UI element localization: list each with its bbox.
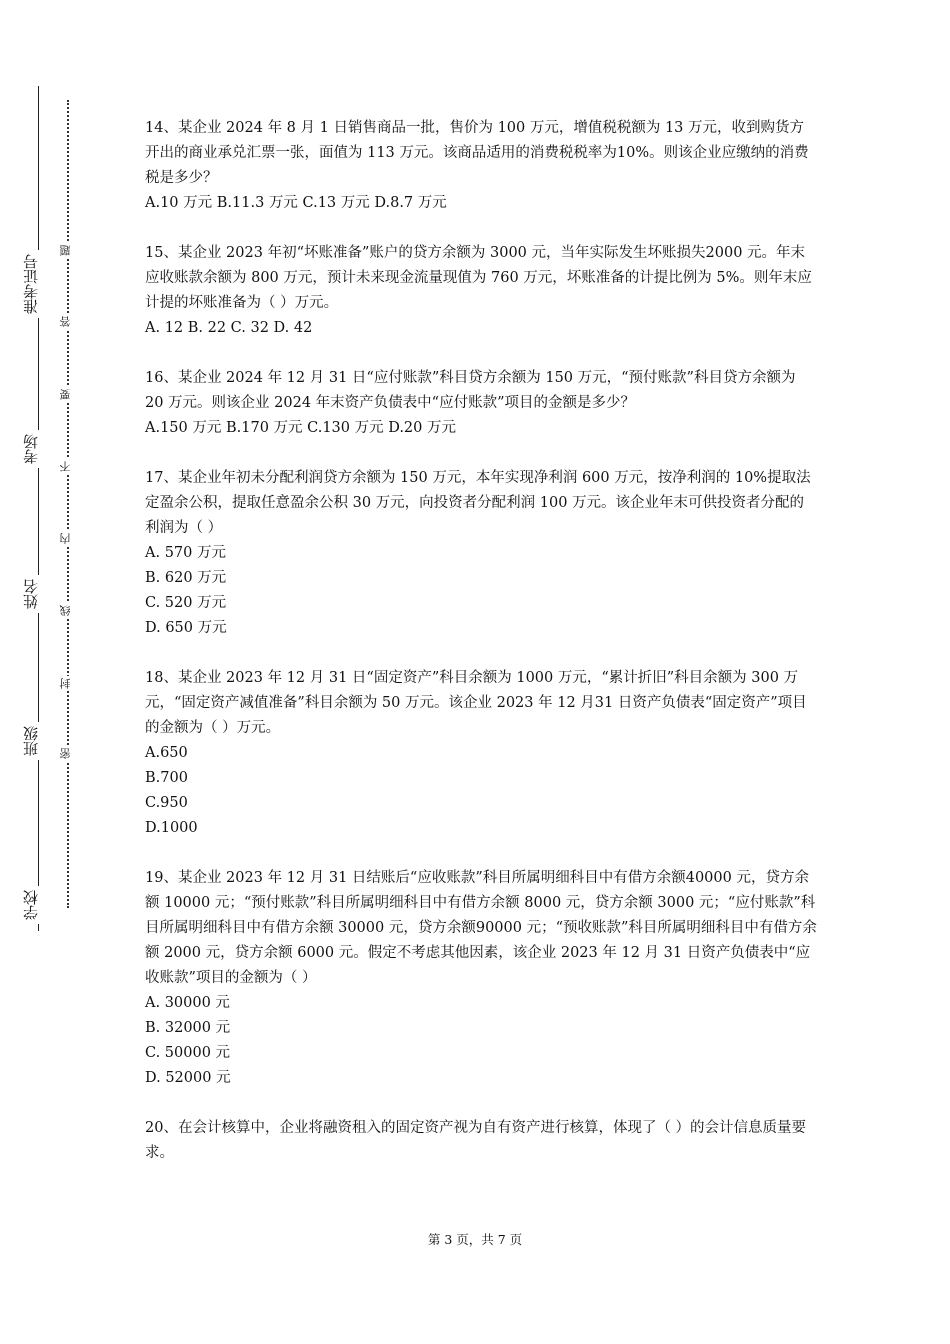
school-label: 学校 bbox=[24, 886, 39, 924]
question-options: A.10 万元 B.11.3 万元 C.13 万元 D.8.7 万元 bbox=[145, 195, 447, 211]
option-a: A. 30000 元 bbox=[145, 995, 230, 1011]
exam-number-label: 准考证号 bbox=[24, 250, 39, 318]
question-stem: 16、某企业 2024 年 12 月 31 日“应付账款”科目贷方余额为 150 万元，“预付账款”科目贷方余额为 20 万元。则该企业 2024 年末资产负债表中“应付账款”项目的金额是多少？ bbox=[145, 370, 796, 411]
question-19 bbox=[145, 866, 817, 1091]
exam-room-label: 考场 bbox=[24, 430, 39, 468]
class-label: 班级 bbox=[24, 722, 39, 760]
question-18 bbox=[145, 666, 817, 841]
binding-line-solid bbox=[38, 86, 39, 931]
question-16 bbox=[145, 366, 817, 441]
question-stem: 15、某企业 2023 年初“坏账准备”账户的贷方余额为 3000 元，当年实际发生坏账损失2000 元。年末应收账款余额为 800 万元，预计未来现金流量现值为 760 万元，坏账准备的计提比例为 5%。则年末应计提的坏账准备为（ ）万元。 bbox=[145, 245, 812, 311]
page-footer: 第 3 页，共 7 页 bbox=[427, 1232, 523, 1247]
option-b: B.700 bbox=[145, 770, 188, 786]
seal-char: 要 bbox=[59, 389, 72, 400]
question-stem: 17、某企业年初未分配利润贷方余额为 150 万元，本年实现净利润 600 万元，按净利润的 10%提取法定盈余公积，提取任意盈余公积 30 万元，向投资者分配利润 100 万元。该企业年末可供投资者分配的利润为（ ） bbox=[145, 470, 811, 536]
option-c: C. 50000 元 bbox=[145, 1045, 231, 1061]
option-d: D.1000 bbox=[145, 820, 198, 836]
question-list bbox=[145, 116, 817, 1166]
option-d: D. 650 万元 bbox=[145, 620, 227, 636]
question-14 bbox=[145, 116, 817, 216]
name-label: 姓名 bbox=[24, 575, 39, 613]
question-stem: 18、某企业 2023 年 12 月 31 日“固定资产”科目余额为 1000 万元，“累计折旧”科目余额为 300 万元，“固定资产减值准备”科目余额为 50 万元。该企业 2023 年 12 月31 日资产负债表“固定资产”项目的金额为（ ）万元。 bbox=[145, 670, 807, 736]
question-options: A. 12 B. 22 C. 32 D. 42 bbox=[145, 320, 313, 336]
seal-char: 题 bbox=[59, 245, 72, 256]
option-a: A. 570 万元 bbox=[145, 545, 226, 561]
question-17 bbox=[145, 466, 817, 641]
question-stem: 19、某企业 2023 年 12 月 31 日结账后“应收账款”科目所属明细科目中有借方余额40000 元，贷方余额 10000 元；“预付账款”科目所属明细科目中有借方余额 8000 元，贷方余额 3000 元；“应付账款”科目所属明细科目中有借方余额 30000 元，贷方余额90000 元；“预收账款”科目所属明细科目中有借方余额 2000 元，贷方余额 6000 元。假定不考虑其他因素，该企业 2023 年 12 月 31 日资产负债表中“应收账款”项目的金额为（ ） bbox=[145, 870, 817, 986]
seal-char: 内 bbox=[59, 533, 72, 544]
option-d: D. 52000 元 bbox=[145, 1070, 231, 1086]
seal-char: 不 bbox=[59, 461, 72, 472]
seal-char: 密 bbox=[59, 748, 72, 759]
question-15 bbox=[145, 241, 817, 341]
question-stem: 14、某企业 2024 年 8 月 1 日销售商品一批，售价为 100 万元，增值税税额为 13 万元，收到购货方开出的商业承兑汇票一张，面值为 113 万元。该商品适用的消费税税率为10%。则该企业应缴纳的消费税是多少？ bbox=[145, 120, 809, 186]
seal-char: 答 bbox=[59, 316, 72, 327]
question-20 bbox=[145, 1116, 817, 1166]
question-stem: 20、在会计核算中，企业将融资租入的固定资产视为自有资产进行核算，体现了（ ）的会计信息质量要求。 bbox=[145, 1120, 807, 1161]
binding-line-dotted bbox=[67, 100, 69, 908]
option-b: B. 32000 元 bbox=[145, 1020, 231, 1036]
seal-char: 封 bbox=[59, 678, 72, 689]
option-c: C.950 bbox=[145, 795, 188, 811]
question-options: A.150 万元 B.170 万元 C.130 万元 D.20 万元 bbox=[145, 420, 456, 436]
option-a: A.650 bbox=[145, 745, 188, 761]
option-b: B. 620 万元 bbox=[145, 570, 227, 586]
seal-char: 线 bbox=[59, 605, 72, 616]
option-c: C. 520 万元 bbox=[145, 595, 227, 611]
